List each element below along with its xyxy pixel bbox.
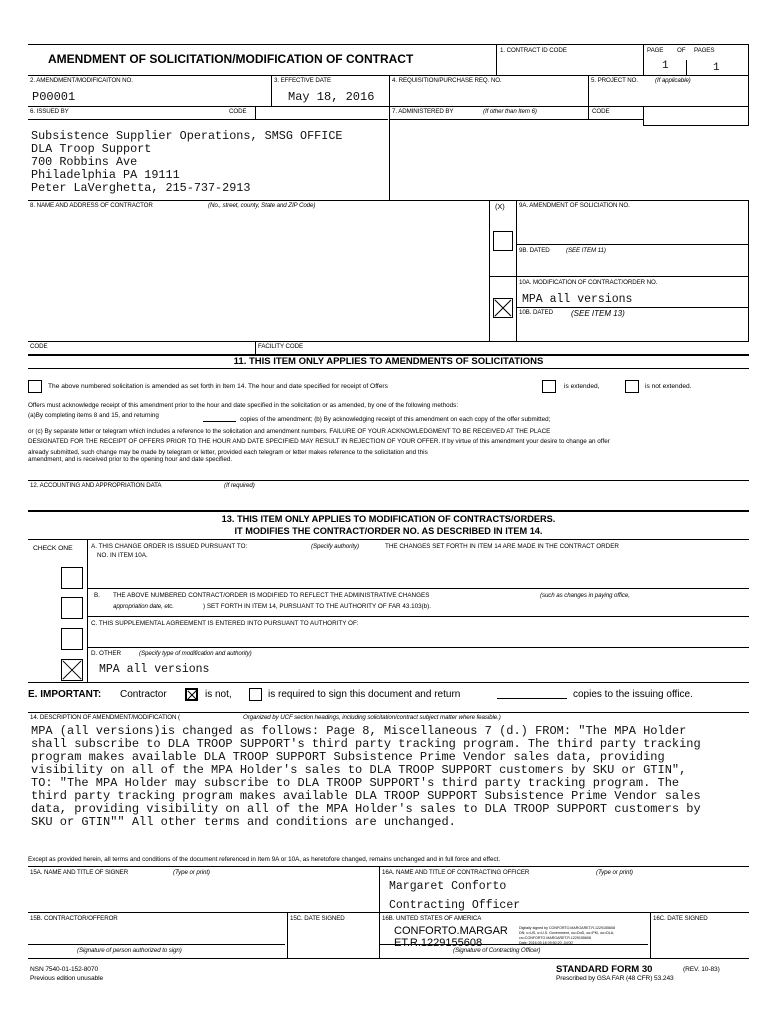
s11-extended: is extended, xyxy=(564,383,600,390)
s13d-value[interactable]: MPA all versions xyxy=(99,663,210,676)
signature-digital-4: Date: 2016.05.18 09:50:20 -04'00' xyxy=(519,941,574,945)
item7-label: 7. ADMINISTERED BY xyxy=(392,108,454,115)
s11-para-3: or (c) By separate letter or telegram which includes a reference to the solicitation and amendment numbers. FAILURE OF YOUR ACKNOWLEDGMENT TO BE RECEIVED AT THE PLACE xyxy=(28,428,551,435)
is-not-checkbox-checked[interactable] xyxy=(185,688,198,701)
s13a-text-1: A. THIS CHANGE ORDER IS ISSUED PURSUANT TO: xyxy=(91,543,248,550)
section11-title: 11. THIS ITEM ONLY APPLIES TO AMENDMENTS OF SOLICITATIONS xyxy=(233,356,544,367)
x-column-label: (X) xyxy=(495,202,505,211)
important-label: E. IMPORTANT: xyxy=(28,689,102,700)
s11-extended-checkbox[interactable] xyxy=(542,380,556,393)
item3-label: 3. EFFECTIVE DATE xyxy=(274,77,331,84)
check-one-label: CHECK ONE xyxy=(33,545,73,552)
item10b-note: (SEE ITEM 13) xyxy=(571,309,625,318)
signature-name-1: CONFORTO.MARGAR xyxy=(394,925,508,937)
effective-date[interactable]: May 18, 2016 xyxy=(288,90,375,104)
contract-id-label: 1. CONTRACT ID CODE xyxy=(500,47,567,54)
item4-label: 4. REQUISITION/PURCHASE REQ. NO. xyxy=(392,77,502,84)
s13c-checkbox[interactable] xyxy=(61,628,83,650)
s13a-text-2: THE CHANGES SET FORTH IN ITEM 14 ARE MADE IN THE CONTRACT ORDER xyxy=(385,543,619,550)
item16a-note: (Type or print) xyxy=(596,869,633,876)
item10-checkbox-checked[interactable] xyxy=(493,298,513,318)
signature-digital-3: cn=CONFORTO.MARGARET.R.1229155608 xyxy=(519,936,591,940)
page-label: PAGE xyxy=(647,47,664,54)
previous-edition: Previous edition unusable xyxy=(30,975,104,982)
item14-line-6[interactable]: third party tracking program makes available DLA TROOP SUPPORT Subsistence Prime Vendor sales xyxy=(31,789,701,803)
item9a-label: 9A. AMENDMENT OF SOLICIATION NO. xyxy=(519,202,630,209)
issued-by-line-4[interactable]: Philadelphia PA 19111 xyxy=(31,168,180,182)
contracting-officer-name[interactable]: Margaret Conforto xyxy=(389,880,507,893)
item9-checkbox[interactable] xyxy=(493,231,513,251)
item14-note: Organized by UCF section headings, including solicitation/contract subject matter where feasible.) xyxy=(243,714,501,721)
item16a-label: 16A. NAME AND TITLE OF CONTRACTING OFFICER xyxy=(382,869,530,876)
is-required-checkbox[interactable] xyxy=(249,688,262,701)
section13-title-1: 13. THIS ITEM ONLY APPLIES TO MODIFICATION OF CONTRACTS/ORDERS. xyxy=(221,514,556,524)
item8-note: (No., street, county, State and ZIP Code) xyxy=(208,202,316,209)
signature-name-2: ET.R.1229155608 xyxy=(394,937,483,949)
item16b-label: 16B. UNITED STATES OF AMERICA xyxy=(382,915,482,922)
s13c-text: C. THIS SUPPLEMENTAL AGREEMENT IS ENTERED INTO PURSUANT TO AUTHORITY OF: xyxy=(91,620,359,627)
facility-code-label: FACILITY CODE xyxy=(258,343,304,350)
item10a-value[interactable]: MPA all versions xyxy=(522,293,633,306)
item14-line-5[interactable]: TO: "The MPA Holder may subscribe to DLA TROOP SUPPORT's third party tracking program. The xyxy=(31,776,680,790)
s11-not-extended: is not extended. xyxy=(645,383,692,390)
s11-para-4: DESIGNATED FOR THE RECEIPT OF OFFERS PRIOR TO THE HOUR AND DATE SPECIFIED MAY RESULT IN REJECTION OF YOUR OFFER. If by virtue of this amendment your desire to change an offer xyxy=(28,438,610,445)
s13b-note: (such as changes in paying office, xyxy=(540,592,630,599)
important-is-required: is required to sign this document and return xyxy=(268,689,461,700)
s13a-note: (Specify authority) xyxy=(311,543,359,550)
except-text: Except as provided herein, all terms and conditions of the document referenced in Item 9A or 10A, as heretofore changed, remains unchanged and in full force and effect. xyxy=(28,856,501,863)
item14-line-4[interactable]: visibility on all of the MPA Holder's sales to DLA TROOP SUPPORT customers by SKU or GTIN", xyxy=(31,763,687,777)
item15b-label: 15B. CONTRACTOR/OFFEROR xyxy=(30,915,118,922)
of-label: OF xyxy=(677,47,686,54)
important-is-not: is not, xyxy=(205,689,232,700)
item12-label: 12. ACCOUNTING AND APPROPRIATION DATA xyxy=(30,482,162,489)
item10b-label: 10B. DATED xyxy=(519,309,553,316)
item9b-note: (SEE ITEM 11) xyxy=(566,247,606,254)
item16c-label: 16C. DATE SIGNED xyxy=(653,915,708,922)
issued-by-line-5[interactable]: Peter LaVerghetta, 215-737-2913 xyxy=(31,181,251,195)
s11-para-6: amendment, and is received prior to the opening hour and date specified. xyxy=(28,456,233,463)
issued-by-line-3[interactable]: 700 Robbins Ave xyxy=(31,155,138,169)
item6-label: 6. ISSUED BY xyxy=(30,108,69,115)
item10a-label: 10A. MODIFICATION OF CONTRACT/ORDER NO. xyxy=(519,279,658,286)
item5-label: 5. PROJECT NO. xyxy=(591,77,638,84)
s11-text: The above numbered solicitation is amended as set forth in Item 14. The hour and date specified for receipt of Offers xyxy=(48,383,388,390)
item15c-label: 15C. DATE SIGNED xyxy=(290,915,345,922)
s11-para-2b: copies of the amendment; (b) By acknowledging receipt of this amendment on each copy of the offer submitted; xyxy=(240,416,551,423)
s13b-text-1: THE ABOVE NUMBERED CONTRACT/ORDER IS MODIFIED TO REFLECT THE ADMINISTRATIVE CHANGES xyxy=(113,592,430,599)
s13b-text-3: ) SET FORTH IN ITEM 14, PURSUANT TO THE AUTHORITY OF FAR 43.103(b). xyxy=(203,603,432,610)
s11-para-5: already submitted, such change may be made by telegram or letter, provided each telegram or letter makes reference to the solicitation and this xyxy=(28,449,428,456)
signature-digital-2: DN: c=US, o=U.S. Government, ou=DoD, ou=PKI, ou=DLA, xyxy=(519,931,615,935)
s13b-checkbox[interactable] xyxy=(61,597,83,619)
item14-line-8[interactable]: SKU or GTIN"" All other terms and conditions are unchanged. xyxy=(31,815,456,829)
item14-line-3[interactable]: program makes available DLA TROOP SUPPORT Subsistence Prime Vendor sales data, providing xyxy=(31,750,665,764)
s13d-checkbox-checked[interactable] xyxy=(61,659,83,681)
s11-para-2a: (a)By completing items 8 and 15, and returning xyxy=(28,412,159,419)
item2-label: 2. AMENDMENT/MODIFICAITON NO. xyxy=(30,77,133,84)
item14-line-7[interactable]: data, providing visibility on all of the MPA Holder's sales to DLA TROOP SUPPORT customers by xyxy=(31,802,701,816)
item9b-label: 9B. DATED xyxy=(519,247,550,254)
s13b-text-2: appropriation date, etc. xyxy=(113,603,174,610)
pages-label: PAGES xyxy=(694,47,715,54)
s13d-text: D. OTHER xyxy=(91,650,122,657)
contracting-officer-title[interactable]: Contracting Officer xyxy=(389,899,521,912)
amendment-number[interactable]: P00001 xyxy=(32,90,76,104)
section13-title-2: IT MODIFIES THE CONTRACT/ORDER NO. AS DESCRIBED IN ITEM 14. xyxy=(234,526,543,536)
standard-form: STANDARD FORM 30 xyxy=(556,964,653,975)
signature-digital-1: Digitally signed by CONFORTO.MARGARET.R.1229155608 xyxy=(519,926,615,930)
item7-note: (If other than Item 6) xyxy=(483,108,537,115)
form-revision: (REV. 10-83) xyxy=(683,966,720,973)
important-contractor: Contractor xyxy=(120,689,167,700)
item8-label: 8. NAME AND ADDRESS OF CONTRACTOR xyxy=(30,202,153,209)
item12-note: (If required) xyxy=(224,482,255,489)
s11-amended-checkbox[interactable] xyxy=(28,380,42,393)
s13b-letter: B. xyxy=(94,592,100,599)
sig15-caption: (Signature of person authorized to sign) xyxy=(77,947,182,954)
code-label: CODE xyxy=(30,343,48,350)
page-value[interactable]: 1 xyxy=(662,60,669,72)
item7-code-label: CODE xyxy=(592,108,610,115)
item15a-label: 15A. NAME AND TITLE OF SIGNER xyxy=(30,869,129,876)
s11-not-extended-checkbox[interactable] xyxy=(625,380,639,393)
sig16-caption: (Signature of Contracting Officer) xyxy=(453,947,541,954)
item14-line-1[interactable]: MPA (all versions)is changed as follows: Page 8, Miscellaneous 7 (d.) FROM: "The MPA Holder xyxy=(31,724,687,738)
s11-para-1: Offers must acknowledge receipt of this amendment prior to the hour and date specified in the solicitation or as amended, by one of the following methods: xyxy=(28,402,459,409)
item6-code-label: CODE xyxy=(229,108,247,115)
item5-note: (If applicable) xyxy=(655,77,691,84)
prescribed-by: Prescribed by GSA FAR (48 CFR) 53.243 xyxy=(556,975,674,982)
s13a-text-3: NO. IN ITEM 10A. xyxy=(97,552,148,559)
form-title: AMENDMENT OF SOLICITATION/MODIFICATION OF CONTRACT xyxy=(48,52,414,66)
issued-by-line-2[interactable]: DLA Troop Support xyxy=(31,142,152,156)
issued-by-line-1[interactable]: Subsistence Supplier Operations, SMSG OFFICE xyxy=(31,129,343,143)
nsn: NSN 7540-01-152-8070 xyxy=(30,966,99,973)
pages-value[interactable]: 1 xyxy=(713,62,720,74)
item14-label: 14. DESCRIPTION OF AMENDMENT/MODIFICATION ( xyxy=(30,714,180,721)
item14-line-2[interactable]: shall subscribe to DLA TROOP SUPPORT's third party tracking program. The third party tracking xyxy=(31,737,701,751)
s13a-checkbox[interactable] xyxy=(61,567,83,589)
s13d-note: (Specify type of modification and authority) xyxy=(139,650,252,657)
item15a-note: (Type or print) xyxy=(173,869,210,876)
important-copies: copies to the issuing office. xyxy=(573,689,693,700)
